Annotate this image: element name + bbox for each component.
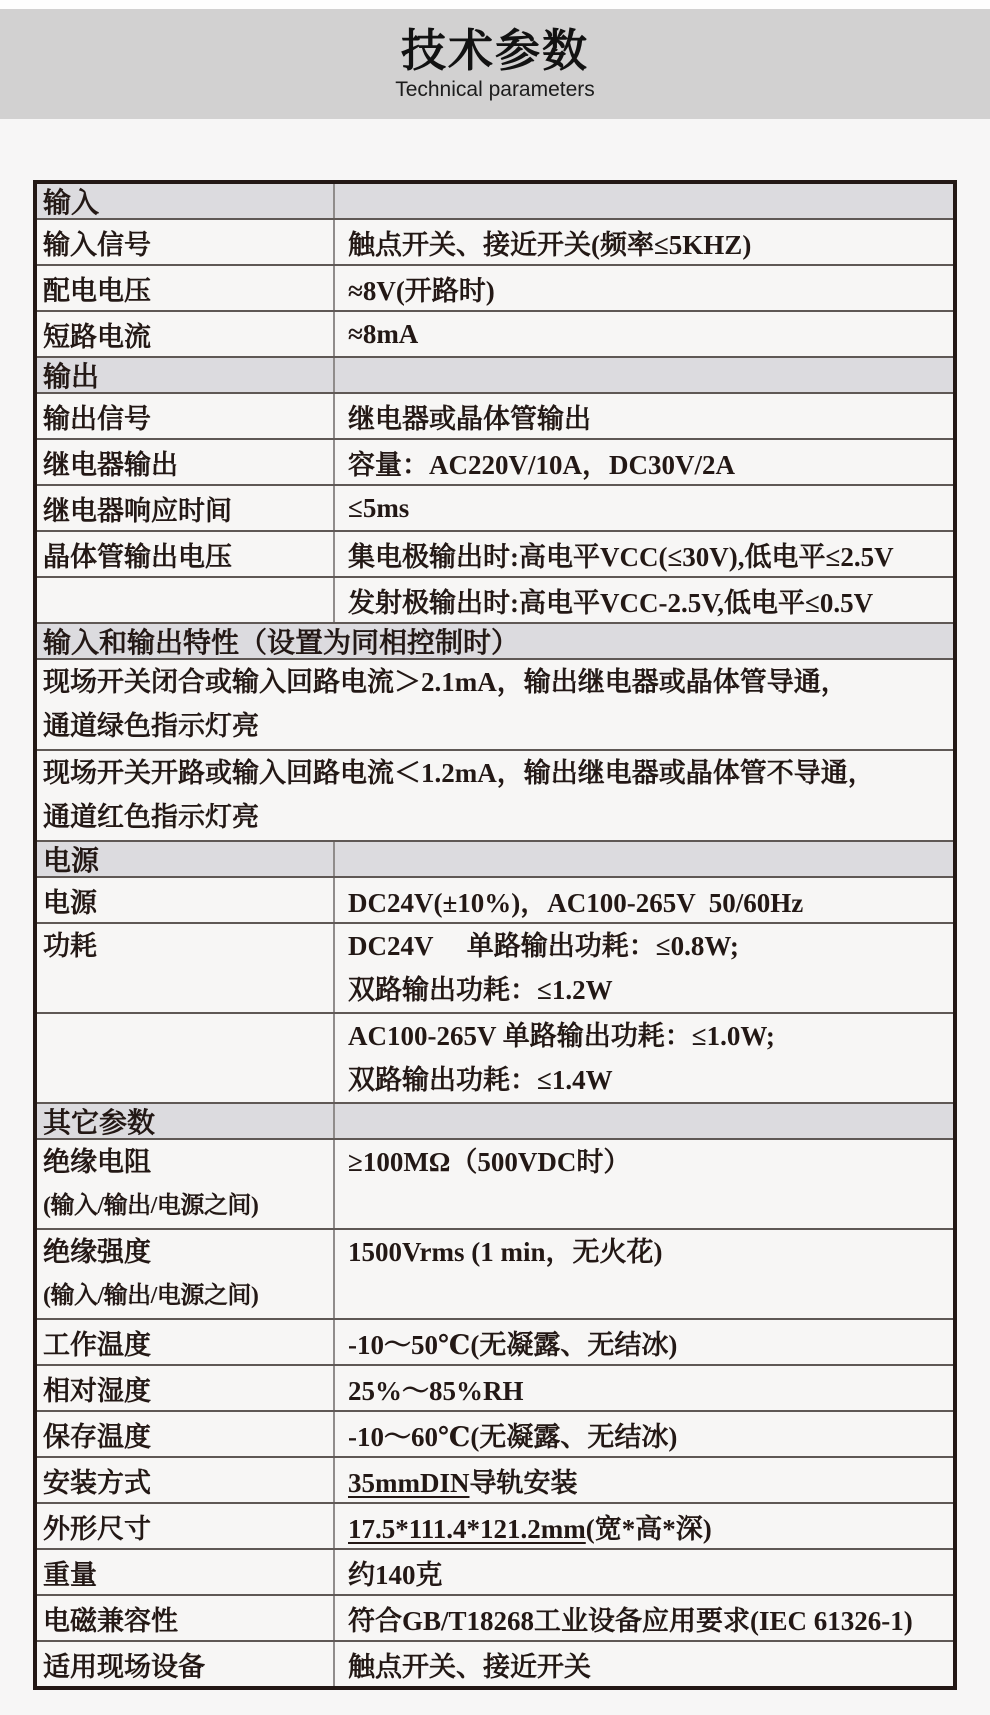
table-row [37,658,953,749]
note-line: 现场开关开路或输入回路电流＜1.2mA，输出继电器或晶体管不导通， [43,758,875,788]
param-value: ≤5ms [348,492,410,523]
table-row [37,264,953,310]
table-row [37,1548,953,1594]
param-value: ≈8mA [348,318,419,349]
param-value-cell [333,578,953,622]
table-row [37,530,953,576]
param-value-cell [333,266,953,310]
param-label: 重量 [43,1559,97,1590]
param-value-cell [333,220,953,264]
param-value: 符合GB/T18268工业设备应用要求(IEC 61326-1) [348,1605,913,1636]
param-label-cell [37,878,333,922]
table-row [37,1456,953,1502]
param-label-cell [37,220,333,264]
param-value-cell [333,312,953,356]
param-value: DC24V(±10%)，AC100-265V 50/60Hz [348,887,804,918]
param-label-cell [37,1458,333,1502]
section-spacer [333,358,953,392]
table-row [37,1594,953,1640]
param-value-line2: 双路输出功耗：≤1.2W [348,975,613,1005]
table-row [37,438,953,484]
param-label-cell [37,1504,333,1548]
param-label: 继电器输出 [43,449,178,480]
value-rest-text: 导轨安装 [469,1467,578,1498]
param-value: 触点开关、接近开关(频率≤5KHZ) [348,229,752,260]
section-spacer [333,842,953,876]
top-margin [0,0,990,9]
param-label-cell [37,394,333,438]
param-label-cell [37,266,333,310]
param-value: -10～60℃(无凝露、无结冰) [348,1421,678,1452]
section-title: 输入 [43,188,100,218]
param-value: 容量：AC220V/10A，DC30V/2A [348,449,735,480]
param-value-cell [333,1014,953,1102]
section-row [37,1102,953,1138]
section-row [37,356,953,392]
param-value [348,1507,712,1546]
section-row [37,622,953,658]
param-label-line2: (输入/输出/电源之间) [43,1193,259,1219]
section-title: 其它参数 [43,1108,156,1138]
param-label-cell [37,1230,333,1318]
param-label: 短路电流 [43,321,151,352]
underlined-value-text: 17.5*111.4*121.2mm [348,1513,586,1544]
table-row [37,484,953,530]
table-row [37,1228,953,1318]
param-label: 外形尺寸 [43,1513,151,1544]
value-rest-text: (宽*高*深) [585,1513,712,1544]
table-row [37,218,953,264]
param-value-cell [333,1230,953,1318]
param-label: 绝缘电阻 [43,1147,151,1177]
param-value-cell [333,1366,953,1410]
table-row [37,1502,953,1548]
param-label-cell [37,1412,333,1456]
param-value-cell [333,532,953,576]
param-value-cell [333,1504,953,1548]
note-cell [37,751,953,840]
param-label: 相对湿度 [43,1375,151,1406]
note-line: 通道红色指示灯亮 [43,802,259,832]
param-label-cell [37,578,333,622]
param-label-cell [37,532,333,576]
param-value: 约140克 [348,1559,443,1590]
param-label-cell [37,1366,333,1410]
title-banner [0,9,990,119]
param-value: 25%～85%RH [348,1375,524,1406]
param-value-cell [333,1596,953,1640]
table-row [37,876,953,922]
section-row [37,840,953,876]
table-row [37,576,953,622]
param-label: 工作温度 [43,1329,151,1360]
param-value-cell [333,1140,953,1228]
param-value-cell [333,924,953,1012]
param-label-cell [37,312,333,356]
table-row [37,392,953,438]
spec-table [33,180,957,1690]
table-row [37,922,953,1012]
param-label: 适用现场设备 [43,1651,205,1682]
param-label-cell [37,1140,333,1228]
table-row [37,749,953,840]
table-row [37,310,953,356]
table-row [37,1012,953,1102]
param-value-cell [333,394,953,438]
underlined-value-text: 35mmDIN [348,1467,470,1498]
param-value: 继电器或晶体管输出 [348,403,591,434]
param-value: ≈8V(开路时) [348,275,495,306]
table-row [37,1318,953,1364]
param-value: ≥100MΩ（500VDC时） [348,1147,631,1177]
param-value: DC24V 单路输出功耗：≤0.8W; [348,931,739,961]
param-label: 绝缘强度 [43,1237,151,1267]
param-value-cell [333,440,953,484]
param-label-cell [37,1642,333,1686]
param-label: 电磁兼容性 [43,1605,178,1636]
param-label-cell [37,924,333,1012]
param-label: 保存温度 [43,1421,151,1452]
param-value: AC100-265V 单路输出功耗：≤1.0W; [348,1021,775,1051]
param-value-cell [333,1550,953,1594]
param-label: 输出信号 [43,403,151,434]
param-label: 功耗 [43,931,97,961]
param-label-cell [37,486,333,530]
param-label-cell [37,1550,333,1594]
param-value-cell [333,486,953,530]
param-value-cell [333,1642,953,1686]
param-label: 配电电压 [43,275,151,306]
page-subtitle: Technical parameters [395,77,595,101]
table-row [37,1640,953,1686]
page-title: 技术参数 [400,25,589,77]
section-title: 输出 [43,362,100,392]
param-value: 1500Vrms (1 min，无火花) [348,1237,663,1267]
param-value: 触点开关、接近开关 [348,1651,591,1682]
param-label-cell [37,1014,333,1102]
param-label-cell [37,1320,333,1364]
param-value-cell [333,1458,953,1502]
section-title: 电源 [43,846,100,876]
param-value-cell [333,1320,953,1364]
table-row [37,1410,953,1456]
section-spacer [333,184,953,218]
param-value: -10～50℃(无凝露、无结冰) [348,1329,678,1360]
param-value [348,1461,578,1500]
param-value: 发射极输出时:高电平VCC-2.5V,低电平≤0.5V [348,587,874,618]
table-row [37,1138,953,1228]
param-label-line2: (输入/输出/电源之间) [43,1283,259,1309]
param-value-cell [333,878,953,922]
param-label: 继电器响应时间 [43,495,232,526]
section-title: 输入和输出特性（设置为同相控制时） [43,628,520,658]
section-row [37,184,953,218]
param-label-cell [37,1596,333,1640]
note-line: 现场开关闭合或输入回路电流＞2.1mA，输出继电器或晶体管导通， [43,667,848,697]
param-label: 晶体管输出电压 [43,541,232,572]
section-spacer [333,1104,953,1138]
note-cell [37,660,953,749]
param-label: 输入信号 [43,229,151,260]
param-label-cell [37,440,333,484]
param-value: 集电极输出时:高电平VCC(≤30V),低电平≤2.5V [348,541,894,572]
note-line: 通道绿色指示灯亮 [43,711,259,741]
param-label: 电源 [43,887,97,918]
table-row [37,1364,953,1410]
param-label: 安装方式 [43,1467,151,1498]
param-value-cell [333,1412,953,1456]
param-value-line2: 双路输出功耗：≤1.4W [348,1065,613,1095]
